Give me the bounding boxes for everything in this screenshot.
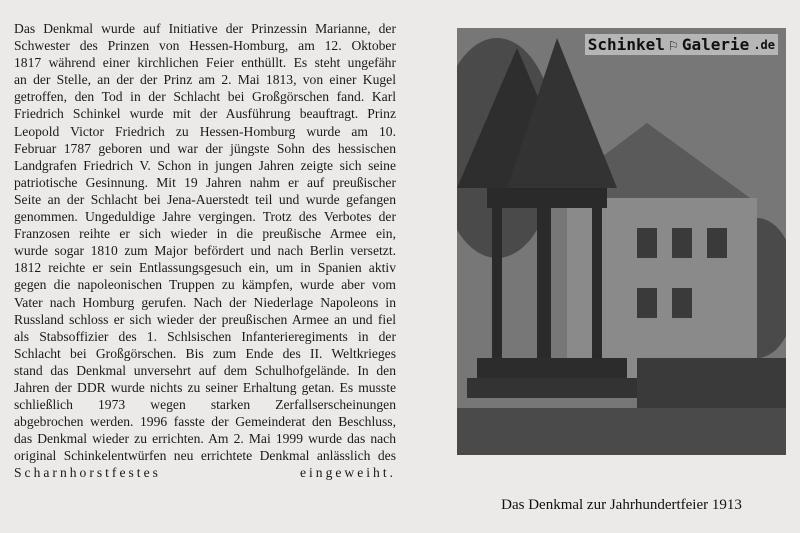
watermark-logo (585, 34, 778, 55)
monument-illustration (457, 28, 786, 455)
text-line: Leopold Victor Friedrich zu Hessen-Homburg wurde am 10. (14, 123, 396, 139)
text-line: patriotische Gesinnung. Mit 19 Jahren nahm er auf preußischer (14, 174, 396, 190)
watermark-right: Galerie (681, 35, 750, 54)
text-line: abgebrochen werden. 1996 fasste der Gemeinderat den Beschluss, (14, 414, 396, 430)
text-line: 1817 während einer kirchlichen Feier enthüllt. Es steht ungefähr (14, 55, 396, 71)
photo-caption: Das Denkmal zur Jahrhundertfeier 1913 (501, 497, 742, 513)
text-line: stand das Denkmal unversehrt auf dem Schulhofgelände. In den (14, 362, 396, 378)
text-line: Friedrich Schinkel wurde mit der Ausführung beauftragt. Prinz (14, 106, 396, 122)
watermark-suffix: .de (753, 37, 775, 52)
text-line: Seite an der Schlacht bei Jena-Auerstedt teil und wurde gefangen (14, 191, 396, 207)
text-line: Russland schloss er sich wieder der preußischen Armee an und fiel (14, 311, 396, 327)
text-line: gegen die napoleonischen Truppen zu kämpfen, wurde aber vom (14, 277, 396, 293)
text-line: Schlacht bei Großgörschen. Bis zum Ende des II. Weltkrieges (14, 345, 396, 361)
text-line: Scharnhorstfestes eingeweiht. (14, 465, 396, 481)
text-line: 1812 reichte er sein Entlassungsgesuch ein, um in Spanien aktiv (14, 260, 396, 276)
text-line: Das Denkmal wurde auf Initiative der Prinzessin Marianne, der (14, 21, 396, 36)
text-line: Schwester des Prinzen von Hessen-Homburg, am 12. Oktober (14, 38, 396, 54)
historic-photo (457, 28, 786, 455)
text-line: schließlich 1973 wegen starken Zerfallserscheinungen (14, 397, 396, 413)
watermark-left: Schinkel (587, 35, 665, 54)
text-line: als Stabsoffizier des 1. Schlsischen Infanterieregiments in der (14, 328, 396, 344)
article-text (14, 20, 396, 482)
text-line: Vater nach Homburg gerufen. Nach der Niederlage Napoleons in (14, 294, 396, 310)
text-line: original Schinkelentwürfen neu errichtete Denkmal anlässlich des (14, 448, 396, 464)
text-line: das Denkmal wieder zu errichten. Am 2. Mai 1999 wurde das nach (14, 431, 396, 447)
tree-icon: ⚐ (668, 35, 678, 54)
text-line: Februar 1787 geboren und war der jüngste Sohn des hessischen (14, 140, 396, 156)
text-line: genommen. Ungeduldige Jahre vergingen. Trotz des Verbotes der (14, 209, 396, 225)
text-line: Franzosen reihte er sich wieder in die preußische Armee ein, (14, 226, 396, 242)
text-line: Jahren der DDR wurde nichts zu seiner Erhaltung getan. Es musste (14, 379, 396, 395)
text-line: wurde sogar 1810 zum Major befördert und nach Berlin versetzt. (14, 243, 396, 259)
text-line: getroffen, den Tod in der Schlacht bei Großgörschen fand. Karl (14, 89, 396, 105)
text-line: an der Stelle, an der der Prinz am 2. Mai 1813, von einer Kugel (14, 72, 396, 88)
text-line: Landgrafen Friedrich V. Schon in jungen Jahren zeigte sich seine (14, 157, 396, 173)
